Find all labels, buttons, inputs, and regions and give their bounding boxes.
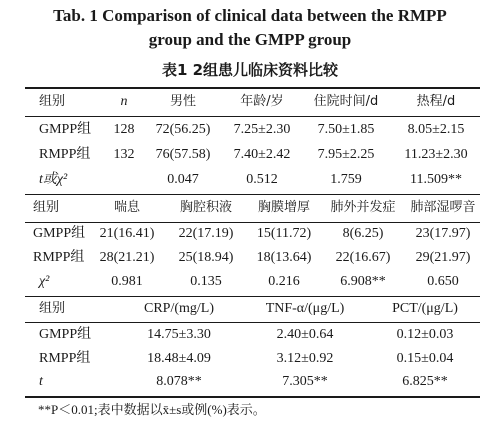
- header-pct: PCT/(μg/L): [392, 301, 458, 316]
- table-cell: 7.25±2.30: [233, 122, 291, 137]
- table-title-cn: 表1 2组患儿临床资料比较: [161, 61, 339, 79]
- section-rule-2: [25, 194, 480, 195]
- table-cell: 0.650: [427, 274, 459, 289]
- table-cell: 7.50±1.85: [317, 122, 375, 137]
- table-row: [25, 347, 480, 371]
- table-cell: 8.078**: [156, 374, 202, 389]
- header-pleural-effusion: 胸腔积液: [179, 200, 232, 215]
- table-cell: 21(16.41): [99, 226, 155, 241]
- table-cell: 132: [113, 147, 135, 162]
- header-n: n: [120, 94, 128, 109]
- header-tnf: TNF-α/(μg/L): [265, 301, 345, 316]
- table-cell: 0.15±0.04: [396, 351, 454, 366]
- header-wheezing: 喘息: [113, 200, 140, 215]
- table-cell: 18(13.64): [256, 250, 312, 265]
- table-cell: 7.40±2.42: [233, 147, 291, 162]
- table-cell: 2.40±0.64: [276, 327, 334, 342]
- table-cell: 3.12±0.92: [276, 351, 334, 366]
- table-cell: 22(17.19): [178, 226, 234, 241]
- table-row: [25, 222, 480, 246]
- table-cell: 1.759: [330, 172, 362, 187]
- table-cell: 15(11.72): [256, 226, 312, 241]
- header-moist-rales: 肺部湿啰音: [410, 200, 476, 215]
- row-label: t: [39, 374, 43, 389]
- table-cell: 7.305**: [282, 374, 328, 389]
- header-group: 组别: [33, 200, 60, 215]
- table-cell: 7.95±2.25: [317, 147, 375, 162]
- table-title-en-line2: group and the GMPP group: [148, 30, 352, 49]
- header-pleural-thickening: 胸膜增厚: [257, 200, 310, 215]
- header-fever: 热程/d: [416, 94, 456, 109]
- table-cell: 14.75±3.30: [147, 327, 211, 342]
- table-cell: 8(6.25): [342, 226, 384, 241]
- top-rule: [25, 87, 480, 89]
- table-cell: 11.23±2.30: [404, 147, 468, 162]
- table-cell: 22(16.67): [335, 250, 391, 265]
- table-cell: [109, 168, 139, 192]
- row-label: t或χ²: [39, 172, 68, 187]
- row-label: GMPP组: [39, 122, 92, 137]
- table-cell: 29(21.97): [415, 250, 471, 265]
- table-row: [25, 370, 480, 394]
- table-cell: 6.908**: [340, 274, 386, 289]
- section1-header-row: [25, 90, 480, 114]
- header-male: 男性: [169, 94, 196, 109]
- table-cell: 6.825**: [402, 374, 448, 389]
- table-cell: 0.135: [190, 274, 222, 289]
- header-extrapulmonary: 肺外并发症: [330, 200, 396, 215]
- header-age: 年龄/岁: [240, 94, 284, 109]
- bottom-rule: [25, 396, 480, 398]
- table-cell: 23(17.97): [415, 226, 471, 241]
- table-row: [25, 143, 480, 167]
- row-label: GMPP组: [33, 226, 86, 241]
- table-title-en-line1: Tab. 1 Comparison of clinical data between the RMPP: [53, 6, 447, 25]
- table-cell: 0.981: [111, 274, 143, 289]
- row-label: RMPP组: [39, 147, 91, 162]
- row-label: GMPP组: [39, 327, 92, 342]
- table-cell: 128: [113, 122, 135, 137]
- table-cell: 18.48±4.09: [147, 351, 211, 366]
- table-cell: 72(56.25): [155, 122, 211, 137]
- table-footnote: **P＜0.01;表中数据以x̄±s或例(%)表示。: [38, 402, 266, 417]
- table-row: [25, 246, 480, 270]
- header-group: 组别: [39, 94, 66, 109]
- table-row: [25, 270, 480, 294]
- table-cell: 0.047: [167, 172, 199, 187]
- table-row: [25, 118, 480, 142]
- table-row: [25, 323, 480, 347]
- row-label: RMPP组: [39, 351, 91, 366]
- table-cell: 25(18.94): [178, 250, 234, 265]
- header-rule-1: [25, 116, 480, 117]
- section3-header-row: [25, 297, 480, 321]
- table-cell: 76(57.58): [155, 147, 211, 162]
- header-stay: 住院时间/d: [313, 94, 379, 109]
- header-crp: CRP/(mg/L): [143, 301, 214, 316]
- table-cell: 28(21.21): [99, 250, 155, 265]
- section2-header-row: [25, 196, 480, 220]
- table-cell: 0.512: [246, 172, 278, 187]
- row-label: χ²: [39, 274, 50, 289]
- table-cell: 0.216: [268, 274, 300, 289]
- table-row: [25, 168, 480, 192]
- table-cell: 0.12±0.03: [396, 327, 454, 342]
- row-label: RMPP组: [33, 250, 85, 265]
- table-cell: 8.05±2.15: [407, 122, 465, 137]
- table-cell: 11.509**: [410, 172, 462, 187]
- header-group: 组别: [39, 301, 66, 316]
